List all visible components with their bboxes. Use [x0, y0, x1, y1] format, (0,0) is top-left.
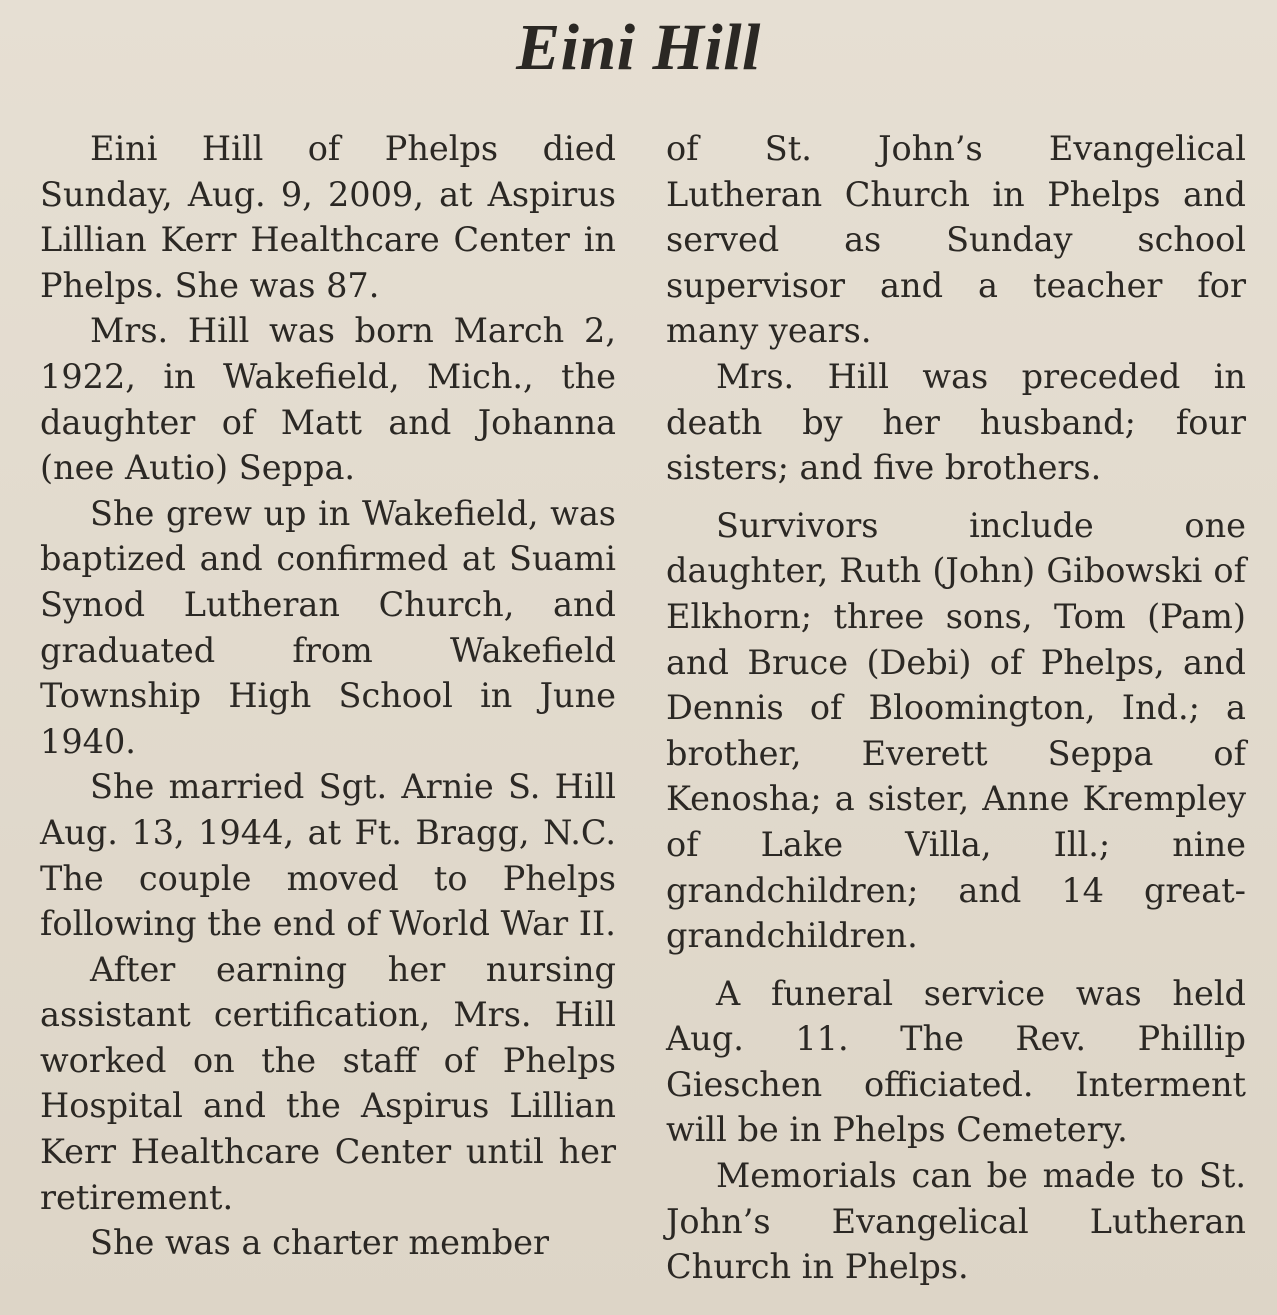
paragraph-funeral: A funeral service was held Aug. 11. The Rev. Phillip Gieschen officiated. Interment will be in Phelps Cemetery.: [666, 973, 1246, 1150]
paragraph-marriage: She married Sgt. Arnie S. Hill Aug. 13, 1944, at Ft. Bragg, N.C. The couple moved to Phelps following the end of World War II.: [40, 767, 616, 944]
right-column: [666, 126, 1246, 1290]
paragraph-preceded: Mrs. Hill was preceded in death by her husband; four sisters; and five brothers.: [666, 356, 1246, 488]
paragraph-survivors: Survivors include one daughter, Ruth (John) Gibowski of Elkhorn; three sons, Tom (Pam) and Bruce (Debi) of Phelps, and Dennis of Bloomington, Ind.; a brother, Everett Seppa of Kenosha; a sister, Anne Krempley of Lake Villa, Ill.; nine grandchildren; and 14 great-grandchildren.: [666, 505, 1246, 956]
paragraph-death: Eini Hill of Phelps died Sunday, Aug. 9, 2009, at Aspirus Lillian Kerr Healthcare Center in Phelps. She was 87.: [40, 129, 616, 305]
paragraph-career: After earning her nursing assistant certification, Mrs. Hill worked on the staff of Phelps Hospital and the Aspirus Lillian Kerr Healthcare Center until her retirement.: [40, 949, 616, 1217]
paragraph-memorials: Memorials can be made to St. John’s Evangelical Lutheran Church in Phelps.: [666, 1156, 1246, 1287]
paragraph-church-start: She was a charter member: [90, 1223, 550, 1263]
paragraph-youth: She grew up in Wakefield, was baptized and confirmed at Suami Synod Lutheran Church, and graduated from Wakefield Township High School in June 1940.: [40, 493, 616, 761]
headline: Eini Hill: [516, 11, 761, 84]
paragraph-birth: Mrs. Hill was born March 2, 1922, in Wakefield, Mich., the daughter of Matt and Johanna (nee Autio) Seppa.: [40, 311, 616, 488]
paragraph-church-continued: of St. John’s Evangelical Lutheran Church in Phelps and served as Sunday school supervisor and a teacher for many years.: [666, 129, 1246, 351]
left-column: [40, 126, 616, 1266]
